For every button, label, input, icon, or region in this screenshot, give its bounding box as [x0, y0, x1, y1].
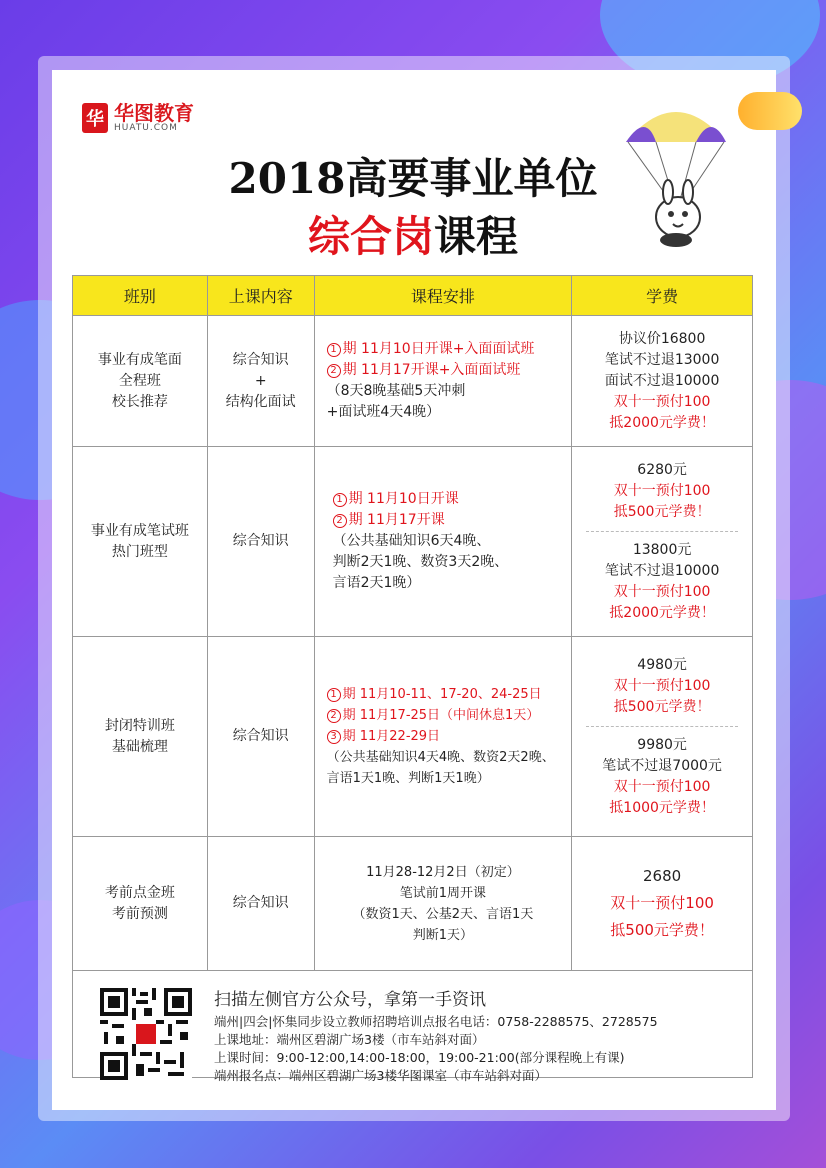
poster-title-line1: 2018高要事业单位	[228, 154, 598, 203]
fee-cell: 4980元 双十一预付100 抵500元学费！ 9980元 笔试不过退7000元 双十一预付100 抵1000元学费！	[572, 637, 753, 837]
footer-phone-line: 端州|四会|怀集同步设立教师招聘培训点报名电话：0758-2288575、2728575	[214, 1014, 658, 1029]
yellow-decoration	[738, 92, 802, 130]
fee-cell: 协议价16800 笔试不过退13000 面试不过退10000 双十一预付100 抵2000元学费！	[572, 316, 753, 447]
footer-headline: 扫描左侧官方公众号，拿第一手资讯	[214, 990, 486, 1010]
schedule-cell: 1 期 11月10日开课+入面面试班 2 期 11月17开课+入面面试班 （8天8晚基础5天冲刺 +面试班4天4晚）	[314, 316, 572, 447]
schedule-cell: 1 期 11月10日开课 2 期 11月17开课 （公共基础知识6天4晚、 判断2天1晚、数资3天2晚、 言语2天1晚）	[314, 447, 572, 637]
class-cell: 考前点金班 考前预测	[73, 837, 208, 971]
logo-mark: 华	[82, 103, 108, 133]
class-cell: 事业有成笔面 全程班 校长推荐	[73, 316, 208, 447]
qr-code-icon	[100, 988, 192, 1080]
table-row	[73, 637, 753, 837]
fee-cell: 2680 双十一预付100 抵500元学费！	[572, 837, 753, 971]
header-content: 上课内容	[207, 276, 314, 316]
header-schedule: 课程安排	[314, 276, 572, 316]
title-rest: 课程	[434, 212, 519, 261]
parachute-mascot-icon	[616, 92, 736, 252]
footer-signup-line: 端州报名点：端州区碧湖广场3楼华图课室（市车站斜对面）	[214, 1068, 547, 1083]
title-highlight: 综合岗	[307, 212, 434, 261]
class-cell: 封闭特训班 基础梳理	[73, 637, 208, 837]
header-fee: 学费	[572, 276, 753, 316]
table-header-row	[73, 276, 753, 316]
logo-name: 华图教育	[114, 101, 194, 125]
schedule-cell: 11月28-12月2日（初定） 笔试前1周开课 （数资1天、公基2天、言语1天 判断1天）	[314, 837, 572, 971]
schedule-cell: 1 期 11月10-11、17-20、24-25日 2 期 11月17-25日（中间休息1天） 3 期 11月22-29日 （公共基础知识4天4晚、数资2天2晚、 言语1天1晚、判断1天1晚）	[314, 637, 572, 837]
content-cell: 综合知识	[207, 837, 314, 971]
fee-divider	[586, 531, 738, 532]
table-row	[73, 447, 753, 637]
fee-cell: 6280元 双十一预付100 抵500元学费！ 13800元 笔试不过退10000 双十一预付100 抵2000元学费！	[572, 447, 753, 637]
content-cell: 综合知识 + 结构化面试	[207, 316, 314, 447]
content-cell: 综合知识	[207, 637, 314, 837]
logo-site: HUATU.COM	[114, 123, 178, 133]
header-class: 班别	[73, 276, 208, 316]
footer-address-line: 上课地址：端州区碧湖广场3楼（市车站斜对面）	[214, 1032, 485, 1047]
huatu-logo	[82, 103, 194, 133]
table-row	[73, 316, 753, 447]
course-table	[72, 275, 753, 971]
class-cell: 事业有成笔试班 热门班型	[73, 447, 208, 637]
footer-time-line: 上课时间：9:00-12:00,14:00-18:00，19:00-21:00(部分课程晚上有课)	[214, 1050, 625, 1065]
fee-divider	[586, 726, 738, 727]
table-row	[73, 837, 753, 971]
content-cell: 综合知识	[207, 447, 314, 637]
